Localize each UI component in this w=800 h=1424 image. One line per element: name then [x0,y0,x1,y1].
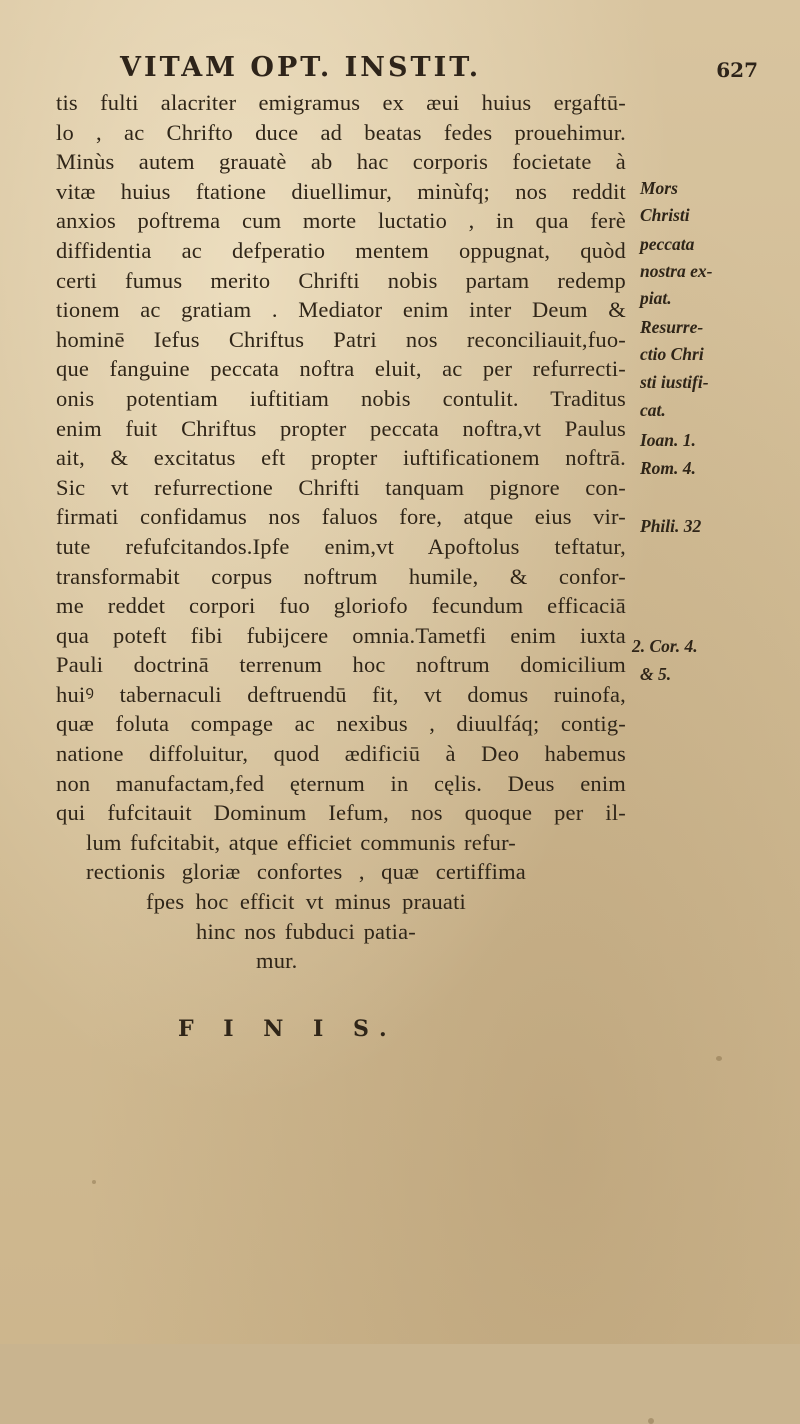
finis: F I N I S. [178,1016,398,1042]
text-line: firmati confidamus nos faluos fore, atque eius vir- [56,504,626,530]
margin-note: Ioan. 1. [640,430,696,450]
foxing-spot [716,1056,722,1061]
text-line: ait, & excitatus eft propter iuftificationem noftrā. [56,445,626,471]
text-line: hinc nos fubduci patia- [196,918,416,944]
margin-note: ctio Chri [640,344,704,364]
text-line: mur. [256,948,298,974]
text-line: lo , ac Chrifto duce ad beatas fedes prouehimur. [56,119,626,145]
text-line: tute refufcitandos.Ipfe enim,vt Apoftolus teftatur, [56,533,626,559]
body-text [56,88,626,976]
text-line: que fanguine peccata noftra eluit, ac per refurrecti- [56,356,626,382]
text-line: hominē Iefus Chriftus Patri nos reconciliauit,fuo- [56,326,626,352]
text-line: Minùs autem grauatè ab hac corporis focietate à [56,149,626,175]
text-line: lum fufcitabit, atque efficiet communis refur- [86,829,516,855]
margin-note: Mors [640,178,678,198]
text-line: transformabit corpus noftrum humile, & confor- [56,563,626,589]
text-line: rectionis gloriæ confortes , quæ certiffima [86,859,526,885]
margin-note: & 5. [640,664,672,684]
text-line: tionem ac gratiam . Mediator enim inter Deum & [56,297,626,323]
text-line: me reddet corpori fuo gloriofo fecundum efficaciā [56,593,626,619]
margin-note: piat. [640,288,672,308]
text-line: natione diffoluitur, quod ædificiū à Deo habemus [56,741,626,767]
text-line: huiꝰ tabernaculi deftruendū fit, vt domus ruinofa, [56,681,626,707]
margin-note: 2. Cor. 4. [632,636,698,656]
margin-note: Phili. 32 [640,516,702,536]
foxing-spot [648,1418,654,1424]
text-line: anxios poftrema cum morte luctatio , in qua ferè [56,208,626,234]
page-number: 627 [716,58,758,82]
margin-note: sti iustifi- [640,372,709,392]
text-line: qui fufcitauit Dominum Iefum, nos quoque per il- [56,800,626,826]
text-line: fpes hoc efficit vt minus prauati [146,889,466,915]
text-line: tis fulti alacriter emigramus ex æui huius ergaftū- [56,90,626,115]
margin-note: nostra ex- [640,261,713,281]
text-line: quæ foluta compage ac nexibus , diuulfáq; contig- [56,711,626,737]
margin-note: Rom. 4. [640,458,696,478]
margin-note: Resurre- [640,317,704,337]
foxing-spot [92,1180,96,1184]
margin-note: Christi [640,205,690,225]
margin-note: cat. [640,400,666,420]
text-line: certi fumus merito Chrifti nobis partam redemp [56,267,626,293]
text-line: enim fuit Chriftus propter peccata noftra,vt Paulus [56,415,626,441]
text-line: vitæ huius ftatione diuellimur, minùfq; nos reddit [56,178,626,204]
text-line: Pauli doctrinā terrenum hoc noftrum domicilium [56,652,626,678]
text-line: Sic vt refurrectione Chrifti tanquam pignore con- [56,474,626,500]
page-header [60,52,760,92]
text-line: onis potentiam iuftitiam nobis contulit. Traditus [56,385,626,411]
text-line: diffidentia ac defperatio mentem oppugnat, quòd [56,237,626,263]
text-line: qua poteft fibi fubijcere omnia.Tametfi enim iuxta [56,622,626,648]
margin-note: peccata [640,234,695,254]
text-line: non manufactam,fed ęternum in cęlis. Deus enim [56,770,626,796]
running-title: VITAM OPT. INSTIT. [120,52,482,83]
